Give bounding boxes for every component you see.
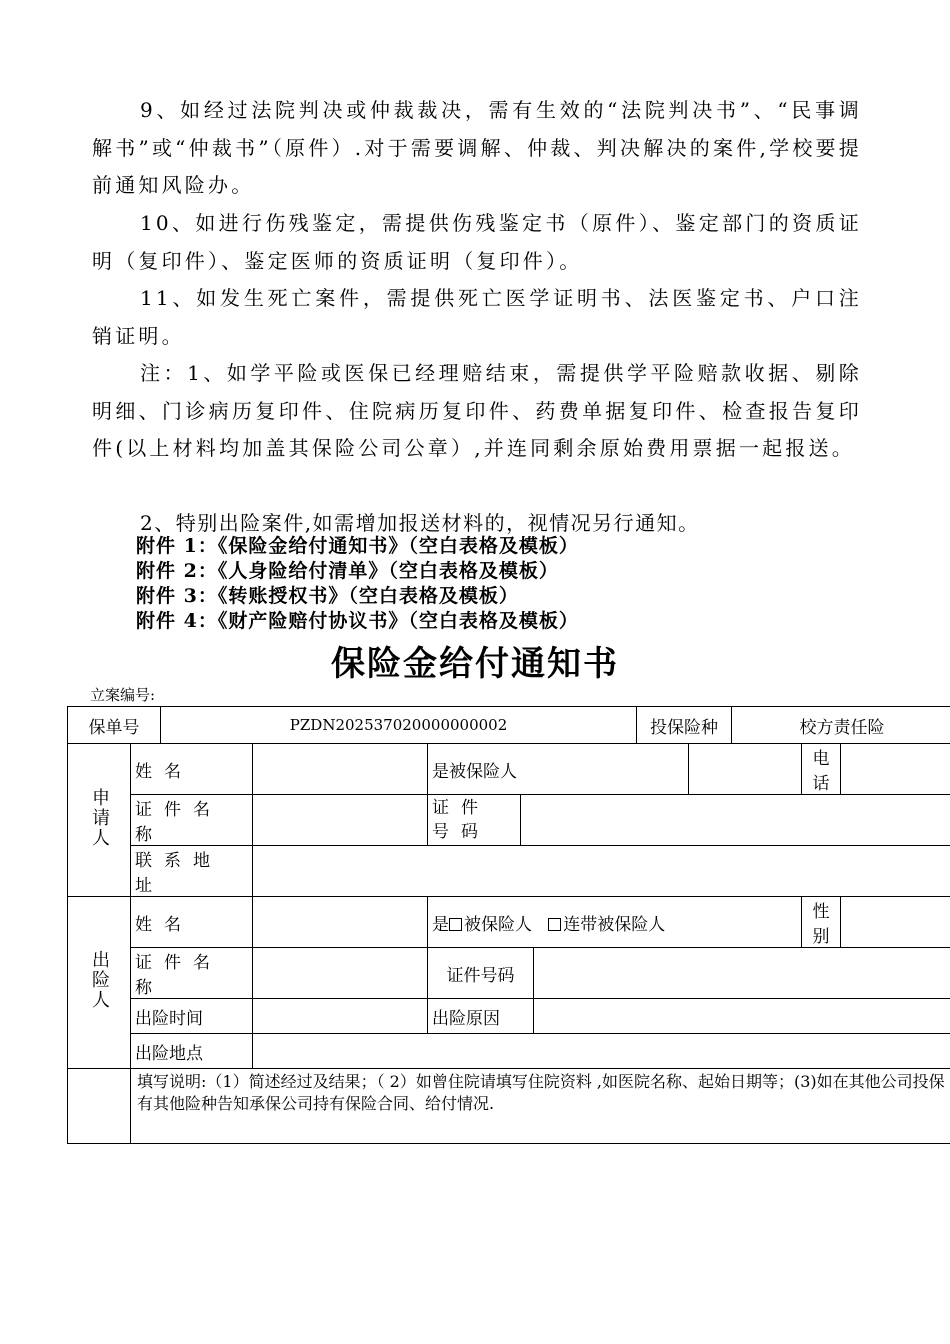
- insured-group-label: [68, 897, 131, 1069]
- attachment-2: 附件 2：《人身险给付清单》（空白表格及模板）: [136, 560, 559, 582]
- applicant-is-insured-label: 是被保险人: [428, 744, 689, 795]
- instructions-row: [68, 1069, 950, 1144]
- insured-id-no-label: 证件号码: [428, 948, 534, 999]
- attachment-4: 附件 4：《财产险赔付协议书》（空白表格及模板）: [136, 610, 579, 632]
- applicant-id-no-text: 证件号码: [432, 798, 490, 842]
- insurance-type-field[interactable]: 校方责任险: [732, 707, 950, 744]
- insured-role-options: [428, 897, 802, 948]
- applicant-is-insured-field[interactable]: [689, 744, 802, 795]
- insured-gender-label: 性别: [802, 897, 841, 948]
- paragraph-11: 11、如发生死亡案件，需提供死亡医学证明书、法医鉴定书、户口注销证明。: [92, 286, 862, 348]
- incident-place-field[interactable]: [253, 1034, 950, 1069]
- checkbox-insured[interactable]: [449, 918, 462, 931]
- claim-form-table: [67, 706, 950, 1144]
- incident-time-label: 出险时间: [131, 999, 253, 1034]
- insured-id-row: [68, 948, 950, 999]
- insurance-type-label: 投保险种: [637, 707, 732, 744]
- applicant-name-row: [68, 744, 950, 795]
- note-2: 2、特别出险案件,如需增加报送材料的，视情况另行通知。: [140, 511, 700, 535]
- applicant-name-field[interactable]: [253, 744, 428, 795]
- applicant-phone-field[interactable]: [841, 744, 950, 795]
- applicant-address-field[interactable]: [253, 846, 950, 897]
- case-number-label: 立案编号:: [90, 686, 156, 704]
- applicant-address-label: 联系地址: [131, 846, 253, 897]
- incident-time-field[interactable]: [253, 999, 428, 1034]
- policy-no-field[interactable]: PZDN202537020000000002: [161, 707, 637, 744]
- paragraph-10: 10、如进行伤残鉴定，需提供伤残鉴定书（原件）、鉴定部门的资质证明（复印件）、鉴定医师的资质证明（复印件）。: [92, 211, 862, 273]
- insured-gender-field[interactable]: [841, 897, 950, 948]
- policy-row: [68, 707, 950, 744]
- applicant-id-type-label: 证件名称: [131, 795, 253, 846]
- incident-place-row: [68, 1034, 950, 1069]
- insured-id-type-label: 证件名称: [131, 948, 253, 999]
- applicant-group-label: [68, 744, 131, 897]
- option-insured-label: 被保险人: [464, 914, 532, 935]
- paragraph-9: 9、如经过法院判决或仲裁裁决，需有生效的“法院判决书”、“民事调解书”或“仲裁书”（原件）.对于需要调解、仲裁、判决解决的案件,学校要提前通知风险办。: [92, 98, 862, 197]
- applicant-id-no-label: [428, 795, 521, 846]
- attachment-1: 附件 1：《保险金给付通知书》（空白表格及模板）: [136, 535, 579, 557]
- incident-cause-label: 出险原因: [428, 999, 534, 1034]
- incident-place-label: 出险地点: [131, 1034, 253, 1069]
- applicant-id-type-field[interactable]: [253, 795, 428, 846]
- incident-cause-field[interactable]: [534, 999, 950, 1034]
- insured-id-no-field[interactable]: [534, 948, 950, 999]
- insured-id-type-field[interactable]: [253, 948, 428, 999]
- insured-role-prefix: 是: [432, 914, 449, 935]
- applicant-phone-label: 电话: [802, 744, 841, 795]
- form-title: 保险金给付通知书: [331, 644, 619, 684]
- form-instructions: 填写说明:（1）简述经过及结果；（ 2）如曾住院请填写住院资料 ,如医院名称、起始日期等；(3)如在其他公司投保有其他险种告知承保公司持有保险合同、给付情况.: [131, 1069, 950, 1144]
- attachment-3: 附件 3：《转账授权书》（空白表格及模板）: [136, 585, 519, 607]
- option-joint-label: 连带被保险人: [563, 914, 666, 935]
- policy-no-label: 保单号: [68, 707, 161, 744]
- insured-name-field[interactable]: [253, 897, 428, 948]
- insured-name-row: [68, 897, 950, 948]
- instructions-blank-cell: [68, 1069, 131, 1144]
- applicant-name-label: 姓名: [131, 744, 253, 795]
- checkbox-joint-insured[interactable]: [548, 918, 561, 931]
- applicant-group-text: 申请人: [89, 787, 110, 848]
- applicant-id-row: [68, 795, 950, 846]
- insured-group-text: 出险人: [89, 950, 110, 1010]
- insured-name-label: 姓名: [131, 897, 253, 948]
- note-1: 注：1、如学平险或医保已经理赔结束，需提供学平险赔款收据、剔除明细、门诊病历复印件、住院病历复印件、药费单据复印件、检查报告复印件(以上材料均加盖其保险公司公章）,并连同剩余原始费用票据一起报送。: [92, 361, 862, 460]
- incident-time-row: [68, 999, 950, 1034]
- applicant-address-row: [68, 846, 950, 897]
- applicant-id-no-field[interactable]: [521, 795, 950, 846]
